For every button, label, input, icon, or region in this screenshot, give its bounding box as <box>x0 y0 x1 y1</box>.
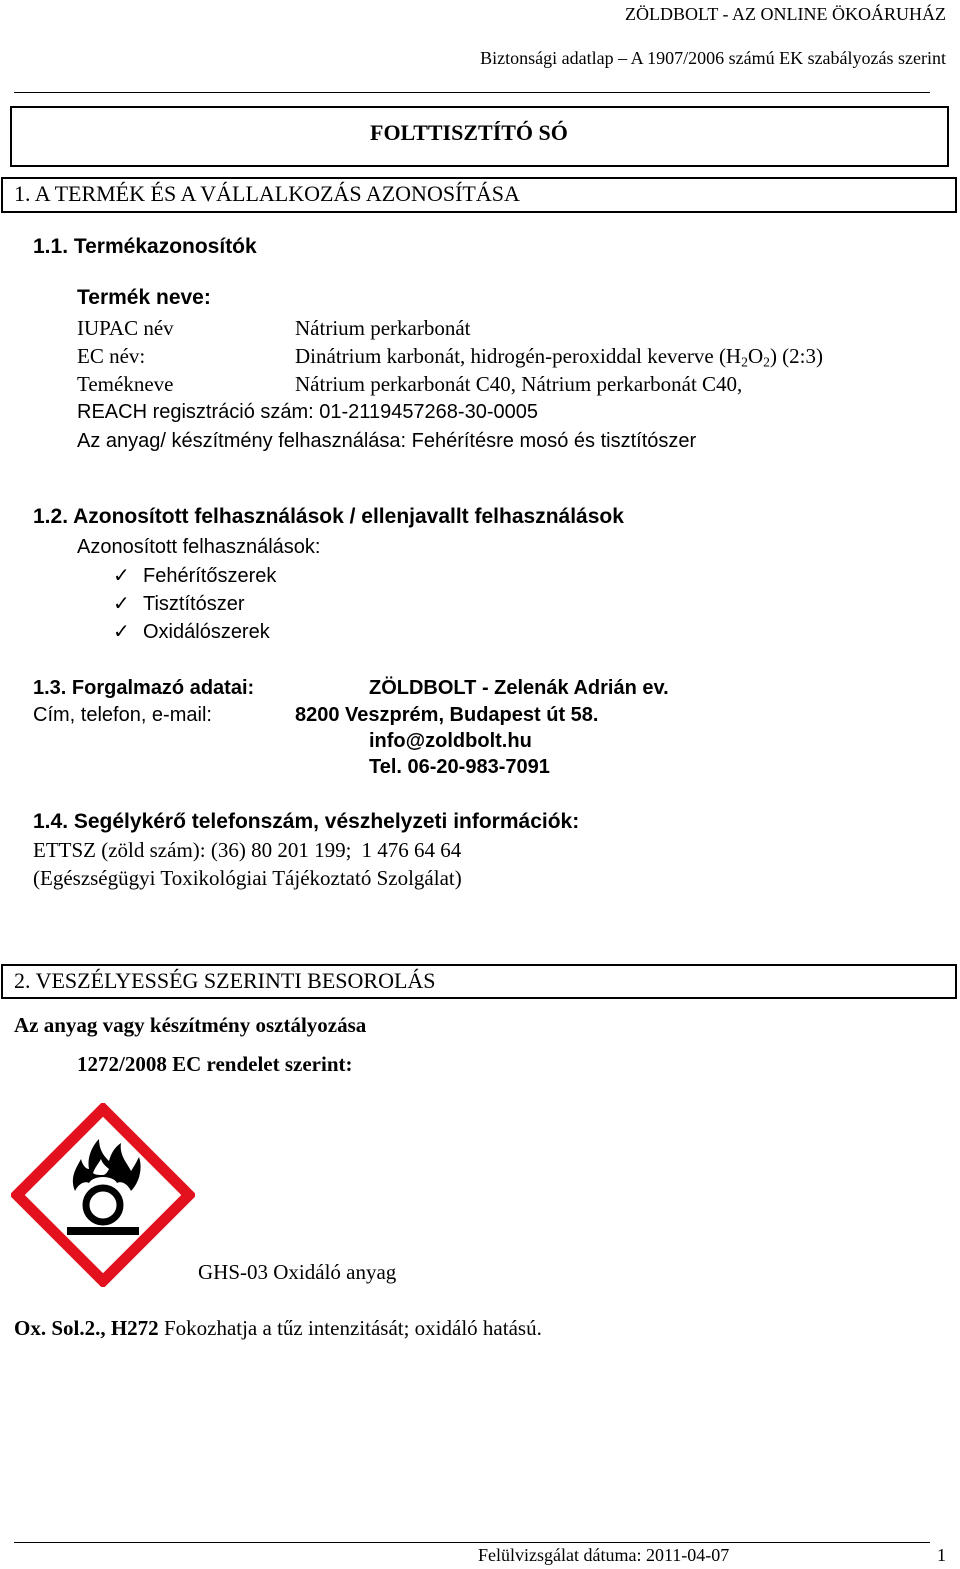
s12-intro: Azonosított felhasználások: <box>77 536 321 558</box>
iupac-label: IUPAC név <box>77 316 174 340</box>
address: 8200 Veszprém, Budapest út 58. <box>295 704 599 726</box>
hazard-text: Fokozhatja a tűz intenzitását; oxidáló hatású. <box>163 1316 542 1340</box>
hazard-statement <box>14 1316 542 1341</box>
email: info@zoldbolt.hu <box>369 730 532 752</box>
ec-value: Dinátrium karbonát, hidrogén-peroxiddal keverve $(H_2O_2)$ (2:3) <box>295 344 824 370</box>
list-item: ✓ Oxidálószerek <box>113 621 270 643</box>
regulation: 1272/2008 EC rendelet szerint: <box>77 1052 353 1076</box>
header-subtitle: Biztonsági adatlap – A 1907/2006 számú EK szabályozás szerint <box>480 48 946 68</box>
company-name: ZÖLDBOLT - Zelenák Adrián ev. <box>369 677 669 699</box>
s12-heading: 1.2. Azonosított felhasználások / ellenjavallt felhasználások <box>33 505 624 528</box>
list-item: ✓ Tisztítószer <box>113 593 245 615</box>
ghs03-flame-over-circle-icon <box>11 1103 195 1287</box>
list-item: ✓ Fehérítőszerek <box>113 565 277 587</box>
usage: Az anyag/ készítmény felhasználása: Fehérítésre mosó és tisztítószer <box>77 430 697 452</box>
iupac-value: Nátrium perkarbonát <box>295 316 471 340</box>
phone: Tel. 06-20-983-7091 <box>369 756 550 778</box>
header-rule <box>14 92 930 93</box>
reach-number: REACH regisztráció szám: 01-2119457268-30-0005 <box>77 401 538 423</box>
revision-date: Felülvizsgálat dátuma: 2011-04-07 <box>478 1545 730 1565</box>
check-icon: ✓ <box>113 565 130 587</box>
s13-label: 1.3. Forgalmazó adatai: <box>33 677 255 699</box>
s14-heading: 1.4. Segélykérő telefonszám, vészhelyzeti információk: <box>33 810 580 833</box>
s11-heading: 1.1. Termékazonosítók <box>33 235 257 258</box>
ec-label: EC név: <box>77 344 146 368</box>
section2-heading: 2. VESZÉLYESSÉG SZERINTI BESOROLÁS <box>14 968 436 993</box>
pictogram-caption: GHS-03 Oxidáló anyag <box>198 1260 397 1284</box>
document-title: FOLTTISZTÍTÓ SÓ <box>370 120 568 145</box>
check-icon: ✓ <box>113 593 130 615</box>
header-shop-name: ZÖLDBOLT - AZ ONLINE ÖKOÁRUHÁZ <box>625 4 946 24</box>
emergency-numbers: ETTSZ (zöld szám): (36) 80 201 199; 1 476 64 64 <box>33 838 462 862</box>
hazard-code: Ox. Sol.2., H272 <box>14 1316 159 1340</box>
trade-name-value: Nátrium perkarbonát C40, Nátrium perkarbonát C40, <box>295 372 743 396</box>
trade-name-label: Temékneve <box>77 372 174 396</box>
contact-label: Cím, telefon, e-mail: <box>33 704 212 726</box>
classification-heading: Az anyag vagy készítmény osztályozása <box>14 1013 367 1037</box>
footer-rule <box>14 1542 930 1543</box>
page-number: 1 <box>937 1545 946 1565</box>
emergency-service: (Egészségügyi Toxikológiai Tájékoztató Szolgálat) <box>33 866 462 890</box>
section1-heading: 1. A TERMÉK ÉS A VÁLLALKOZÁS AZONOSÍTÁSA <box>14 181 520 206</box>
product-name-label: Termék neve: <box>77 286 211 309</box>
check-icon: ✓ <box>113 621 130 643</box>
